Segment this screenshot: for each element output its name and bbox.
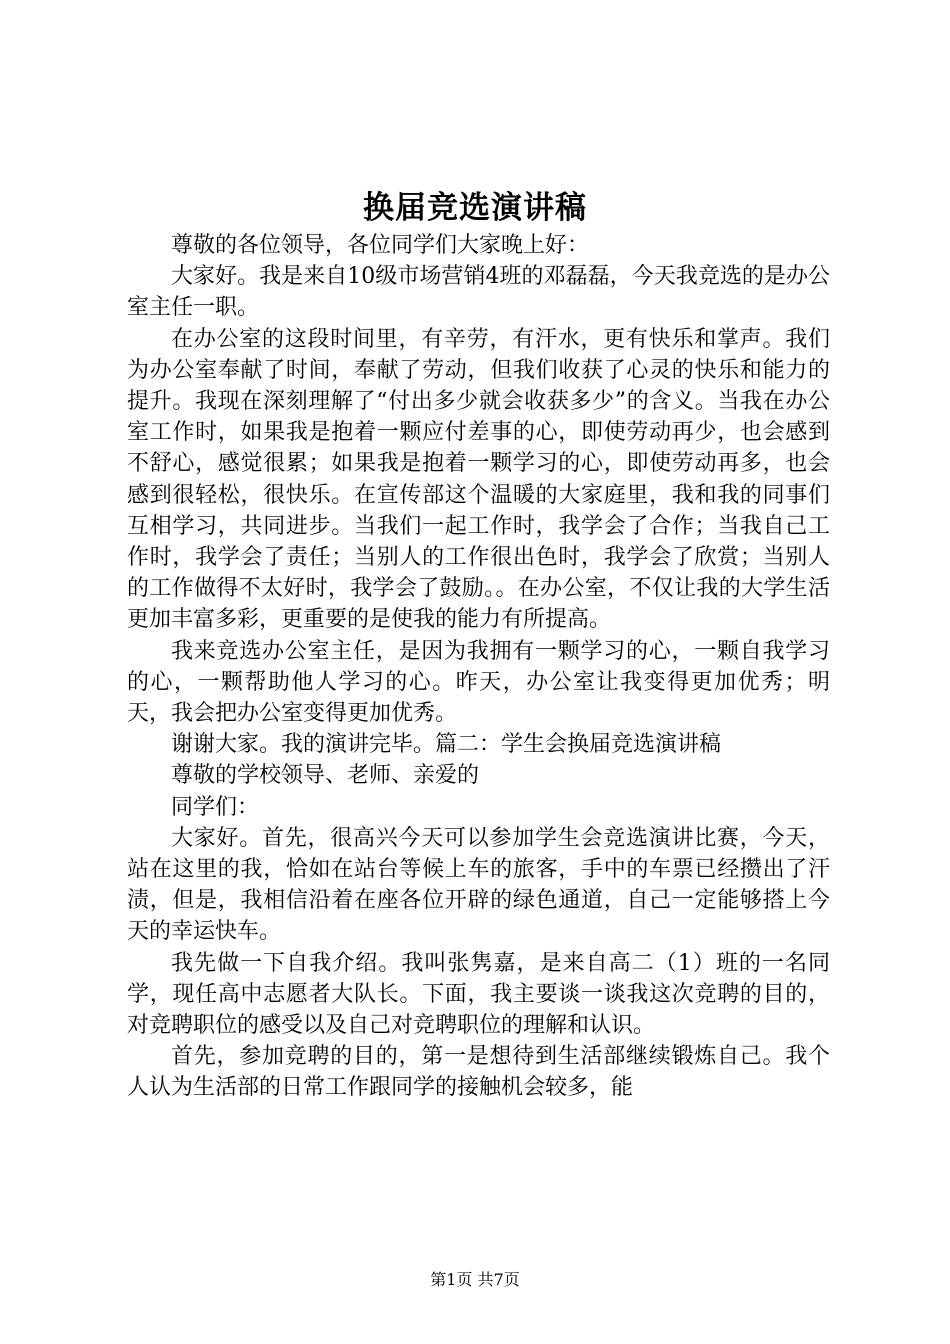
paragraph-salutation-2: 尊敬的学校领导、老师、亲爱的 — [171, 763, 480, 789]
paragraph-thanks: 谢谢大家。我的演讲完毕。篇二：学生会换届竞选演讲稿 — [171, 732, 722, 758]
paragraph-classmates: 同学们： — [171, 794, 260, 820]
paragraph-purpose: 首先，参加竞聘的目的，第一是想待到生活部继续锻炼自己。我个人认为生活部的日常工作跟同学的接触机会较多，能 — [127, 1044, 830, 1101]
document-title: 换届竞选演讲稿 — [363, 190, 587, 226]
paragraph-salutation: 尊敬的各位领导，各位同学们大家晚上好： — [171, 233, 590, 258]
paragraph-introduction: 大家好。我是来自10级市场营销4班的邓磊磊，今天我竞选的是办公室主任一职。 — [127, 264, 830, 321]
paragraph-greeting-2: 大家好。首先，很高兴今天可以参加学生会竞选演讲比赛，今天，站在这里的我，恰如在站台等候上车的旅客，手中的车票已经攒出了汗渍，但是，我相信沿着在座各位开辟的绿色通道，自己一定能够搭上今天的幸运快车。 — [127, 825, 830, 945]
page-number-footer: 第1页 共7页 — [430, 1270, 520, 1289]
paragraph-self-introduction: 我先做一下自我介绍。我叫张隽嘉，是来自高二（1）班的一名同学，现任高中志愿者大队长。下面，我主要谈一谈我这次竞聘的目的，对竞聘职位的感受以及自己对竞聘职位的理解和认识。 — [127, 950, 830, 1039]
paragraph-office-experience: 在办公室的这段时间里，有辛劳，有汗水，更有快乐和掌声。我们为办公室奉献了时间，奉献了劳动，但我们收获了心灵的快乐和能力的提升。我现在深刻理解了“付出多少就会收获多少”的含义。当我在办公室工作时，如果我是抱着一颗应付差事的心，即使劳动再少，也会感到不舒心，感觉很累；如果我是抱着一颗学习的心，即使劳动再多，也会感到很轻松，很快乐。在宣传部这个温暖的大家庭里，我和我的同事们互相学习，共同进步。当我们一起工作时，我学会了合作；当我自己工作时，我学会了责任；当别人的工作很出色时，我学会了欣赏；当别人的工作做得不太好时，我学会了鼓励。。在办公室，不仅让我的大学生活更加丰富多彩，更重要的是使我的能力有所提高。 — [127, 326, 830, 633]
paragraph-reason: 我来竞选办公室主任，是因为我拥有一颗学习的心，一颗自我学习的心，一颗帮助他人学习的心。昨天，办公室让我变得更加优秀；明天，我会把办公室变得更加优秀。 — [127, 638, 830, 727]
document-body — [127, 230, 830, 1104]
